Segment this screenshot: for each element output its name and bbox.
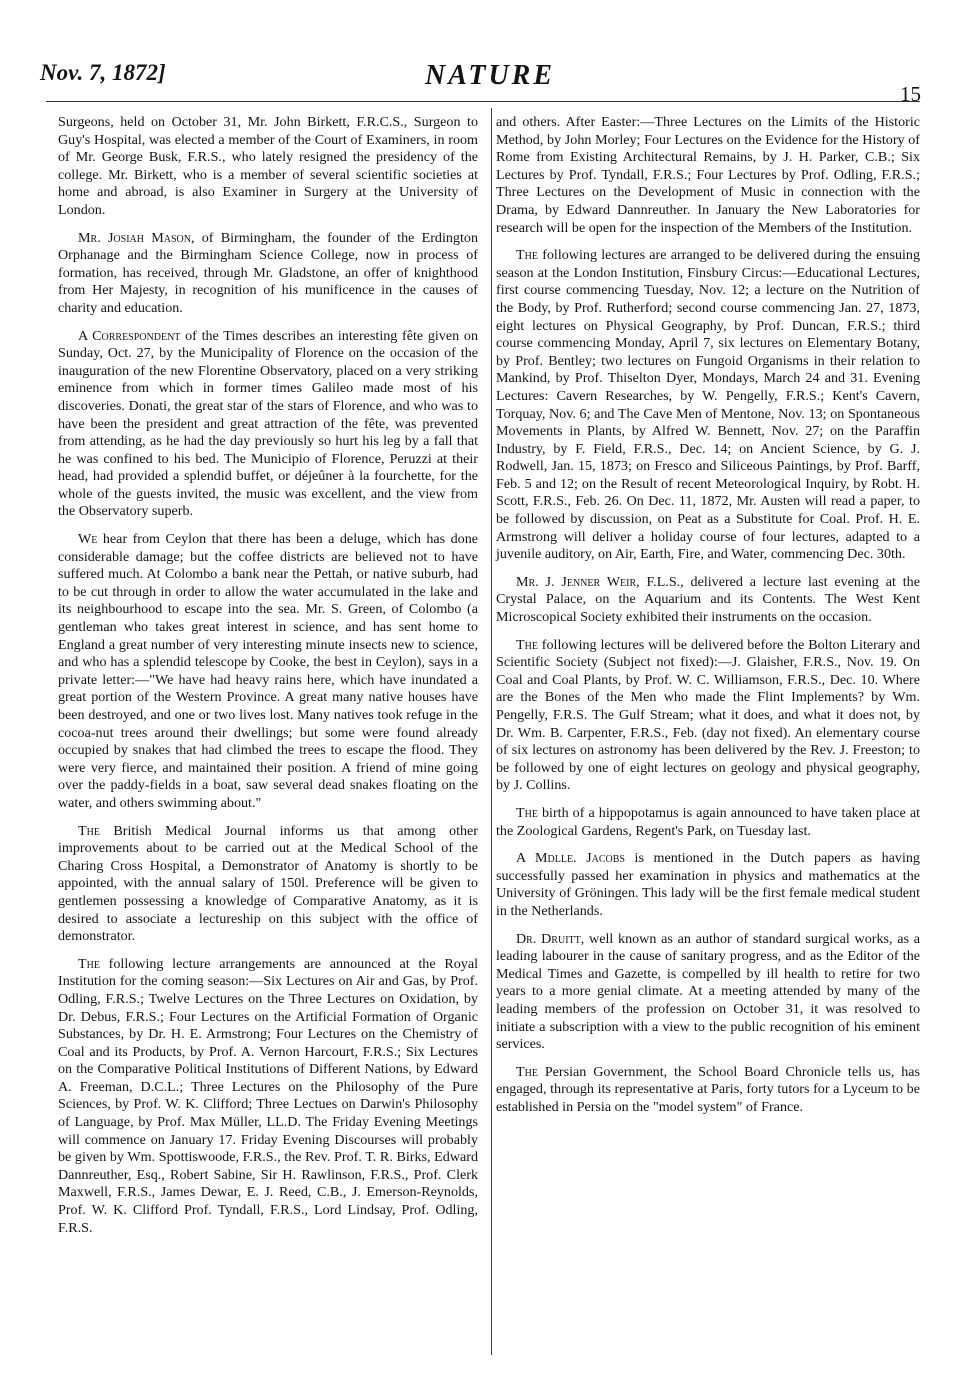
- paragraph-lead: A Mdlle. Jacobs: [516, 850, 625, 867]
- paragraph-lead: The: [516, 804, 538, 821]
- paragraph-text: British Medical Journal informs us that among other improvements about to be carried out at the Medical School of the Charing Cross Hospital, a Demonstrator of Anatomy is shortly to be appointed, with the annual salary of 150l. Preference will be given to gentlemen possessing a knowledge of Comparative Anatomy, as it is desired to associate a lectureship on this subject with the office of demonstrator.: [58, 822, 478, 945]
- paragraph-dr-druitt: [496, 931, 920, 1054]
- column-divider: [491, 108, 492, 1355]
- paragraph-josiah-mason: [58, 230, 478, 318]
- paragraph-court-of-examiners: [58, 114, 478, 220]
- paragraph-bolton-society: [496, 637, 920, 795]
- paragraph-text: and others. After Easter:—Three Lectures on the Limits of the Historic Method, by John Morley; Four Lectures on the Evidence for the History of Rome from Existing Architectural Remains, by J. H. Parker, C.B.; Six Lectures by Prof. Tyndall, F.R.S.; Four Lectures by Prof. Odling, F.R.S.; Three Lectures on the Development of Music in connection with the Drama, by Edward Dannreuther. In January the New Laboratories for research will be open for the inspection of the Members of the Institution.: [496, 114, 920, 236]
- paragraph-london-institution: [496, 247, 920, 564]
- paragraph-charing-cross: [58, 823, 478, 946]
- paragraph-mdlle-jacobs: [496, 850, 920, 920]
- paragraph-text: of Birmingham, the founder of the Erdington Orphanage and the Birmingham Science College, now in process of formation, has received, through Mr. Gladstone, an offer of knighthood from Her Majesty, in recognition of his munificence in the causes of charity and education.: [58, 229, 478, 316]
- paragraph-lead: Dr. Druitt,: [516, 930, 585, 947]
- paragraph-text: F.L.S., delivered a lecture last evening at the Crystal Palace, on the Aquarium and its Contents. The West Kent Microscopical Society exhibited their instruments on the occasion.: [496, 573, 920, 626]
- header-date: Nov. 7, 1872]: [40, 60, 166, 85]
- paragraph-text: well known as an author of standard surgical works, as a leading labourer in the cause of sanitary progress, and as the Editor of the Medical Times and Gazette, is compelled by ill health to retire for two years to a more genial climate. At a meeting attended by many of the leading members of the profession on October 31, it was resolved to initiate a subscription with a view to the public recognition of his eminent services.: [496, 930, 920, 1053]
- paragraph-jenner-weir: [496, 574, 920, 627]
- paragraph-text: following lectures will be delivered before the Bolton Literary and Scientific Society (Subject not fixed):—J. Glaisher, F.R.S., Nov. 19. On Coal and Coal Plants, by Prof. W. C. Williamson, F.R.S., Dec. 10. Where are the Bones of the Men who made the Flint Implements? by Wm. Pengelly, F.R.S. The Gulf Stream; what it does, and what it does not, by Dr. Wm. B. Carpenter, F.R.S., Feb. (day not fixed). An elementary course of six lectures on astronomy has been delivered by the Rev. J. Freeston; to be followed by one of eight lectures on geology and physical geography, by J. Collins.: [496, 636, 920, 794]
- paragraph-royal-institution: [58, 956, 478, 1238]
- paragraph-lead: The: [516, 636, 538, 653]
- paragraph-lead: A Correspondent: [78, 327, 181, 344]
- right-column: [496, 114, 920, 1126]
- paragraph-lead: The: [516, 247, 538, 264]
- paragraph-text: Surgeons, held on October 31, Mr. John Birkett, F.R.C.S., Surgeon to Guy's Hospital, was elected a member of the Court of Examiners, in room of Mr. George Busk, F.R.S., who lately resigned the presidency of the college. Mr. Birkett, who is a member of several scientific societies at home and abroad, is also Examiner in Surgery at the University of London.: [58, 114, 478, 218]
- paragraph-florence-observatory: [58, 328, 478, 522]
- paragraph-text: is mentioned in the Dutch papers as having successfully passed her examination in physics and mathematics at the University of Gröningen. This lady will be the first female medical student in the Netherlands.: [496, 850, 920, 919]
- paragraph-ceylon-deluge: [58, 531, 478, 813]
- paragraph-lead: Mr. Josiah Mason,: [78, 229, 195, 246]
- journal-title: NATURE: [425, 60, 556, 91]
- paragraph-lead: The: [78, 822, 100, 839]
- header-rule: [46, 101, 920, 102]
- paragraph-hippopotamus: [496, 805, 920, 840]
- paragraph-text: following lectures are arranged to be delivered during the ensuing season at the London Institution, Finsbury Circus:—Educational Lectures, first course commencing Tuesday, Nov. 12; a lecture on the Nutrition of the Body, by Prof. Rutherford; second course commencing Jan. 27, 1873, eight lectures on Physical Geography, by Prof. Duncan, F.R.S.; third course commencing Monday, April 7, six lectures on Elementary Botany, by Prof. Bentley; two lectures on Fungoid Organisms in their relation to Mankind, by Prof. Thiselton Dyer, Mondays, March 24 and 31. Evening Lectures: Cavern Researches, by W. Pengelly, F.R.S.; Kent's Cavern, Torquay, Nov. 6; and The Cave Men of Mentone, Nov. 13; on Spontaneous Movements in Plants, by Alfred W. Bennett, Nov. 27; on the Paraffin Industry, by F. Field, F.R.S., Dec. 14; on Ancient Science, by G. J. Rodwell, Jan. 15, 1873; on Fresco and Siliceous Paintings, by Prof. Barff, Feb. 5 and 12; on the Result of recent Meteorological Inquiry, by Robt. H. Scott, F.R.S., Feb. 26. On Dec. 11, 1872, Mr. Austen will read a paper, to be followed by discussion, on Peat as a Substitute for Coal. Prof. H. E. Armstrong will deliver a holiday course of four lectures, adapted to a juvenile auditory, on Air, Earth, Fire, and Water, commencing Dec. 30th.: [496, 247, 920, 563]
- paragraph-text: Persian Government, the School Board Chronicle tells us, has engaged, through its representative at Paris, forty tutors for a Lyceum to be established in Persia on the "model system" of France.: [496, 1063, 920, 1115]
- paragraph-lead: We: [78, 531, 98, 548]
- paragraph-after-easter: [496, 114, 920, 237]
- paragraph-lead: The: [78, 955, 100, 972]
- paragraph-text: hear from Ceylon that there has been a deluge, which has done considerable damage; but the coffee districts are believed not to have suffered much. At Colombo a bank near the Pettah, or native suburb, had to be cut through in order to allow the water accumulated in the lake and its neighbourhood to escape into the sea. Mr. S. Green, of Colombo (a gentleman who takes great interest in science, and has sent home to England a great number of very interesting minute insects new to science, and who has a splendid telescope by Cooke, the best in Ceylon), says in a private letter:—"We have had heavy rains here, which have inundated a great portion of the Western Province. A great many native houses have been destroyed, and one or two lives lost. Many natives took refuge in the cocoa-nut trees around their dwellings; but some were found already occupied by snakes that had climbed the trees to escape the flood. They were very fierce, and maintained their position. A friend of mine going over the paddy-fields in a boat, saw several dead snakes floating on the water, and others swimming about.": [58, 531, 478, 811]
- page-number: 15: [900, 82, 921, 106]
- paragraph-text: of the Times describes an interesting fête given on Sunday, Oct. 27, by the Municipality of Florence on the occasion of the inauguration of the new Florentine Observatory, placed on a very striking eminence from which in former times Galileo made most of his discoveries. Donati, the great star of the stars of Florence, and who was to have been the president and great attraction of the fête, was prevented from attending, as he had the day previously so hurt his leg by a fall that he was confined to his bed. The Municipio of Florence, Peruzzi at their head, had provided a splendid buffet, or déjeûner à la fourchette, for the whole of the guests invited, the music was excellent, and the view from the Observatory superb.: [58, 327, 479, 520]
- paragraph-text: following lecture arrangements are announced at the Royal Institution for the coming season:—Six Lectures on Air and Gas, by Prof. Odling, F.R.S.; Twelve Lectures on the Three Lectures on Oxidation, by Dr. Debus, F.R.S.; Four Lectures on the Artificial Formation of Organic Substances, by Dr. H. E. Armstrong; Four Lectures on the Chemistry of Coal and its Products, by Prof. A. Vernon Harcourt, F.R.S.; Six Lectures on the Comparative Political Institutions of Different Nations, by Edward A. Freeman, D.C.L.; Three Lectures on the Philosophy of the Pure Sciences, by Prof. W. K. Clifford; Three Lectues on Darwin's Philosophy of Language, by Prof. Max Müller, LL.D. The Friday Evening Meetings will commence on January 17. Friday Evening Discourses will probably be given by Wm. Spottiswoode, F.R.S., the Rev. Prof. T. R. Birks, Edward Dannreuther, Esq., Robert Sabine, Sir H. Rawlinson, F.R.S., Prof. Clerk Maxwell, F.R.S., James Dewar, E. J. Reed, C.B., J. Emerson-Reynolds, Prof. W. K. Clifford Prof. Tyndall, F.R.S., Lord Lindsay, Prof. Odling, F.R.S.: [58, 955, 478, 1236]
- paragraph-lead: The: [516, 1063, 538, 1080]
- left-column: [58, 114, 478, 1247]
- paragraph-persian-government: [496, 1064, 920, 1117]
- paragraph-text: birth of a hippopotamus is again announced to have taken place at the Zoological Gardens, Regent's Park, on Tuesday last.: [496, 804, 920, 839]
- paragraph-lead: Mr. J. Jenner Weir,: [516, 573, 640, 590]
